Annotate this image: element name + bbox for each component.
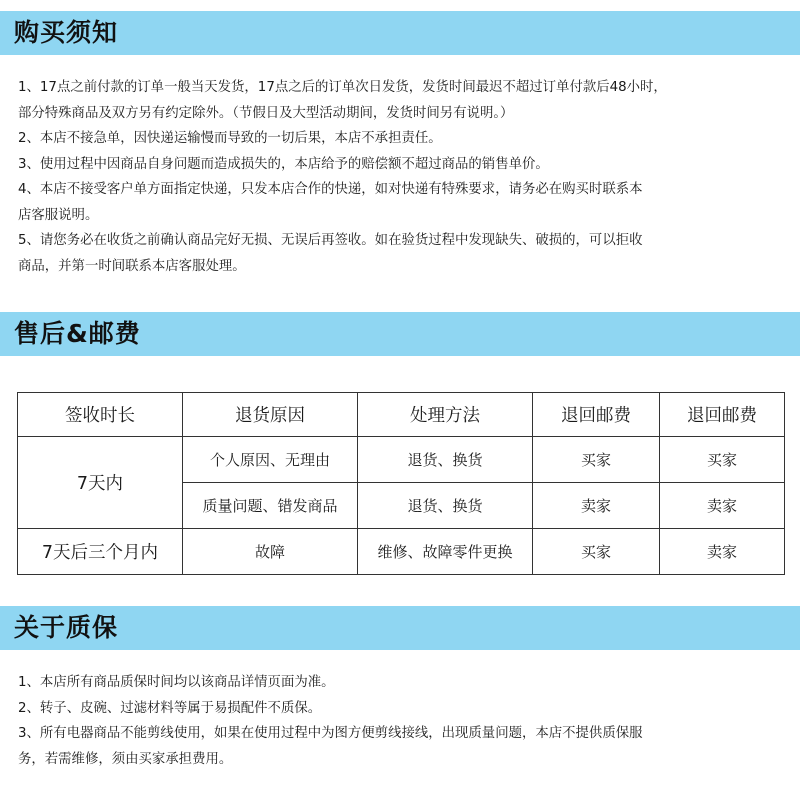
method-cell: 退货、换货 xyxy=(358,483,533,529)
header-return-reason: 退货原因 xyxy=(183,393,358,437)
purchase-line: 部分特殊商品及双方另有约定除外。（节假日及大型活动期间，发货时间另有说明。） xyxy=(18,105,514,121)
purchase-line: 2、本店不接急单，因快递运输慢而导致的一切后果，本店不承担责任。 xyxy=(18,131,442,146)
purchase-line: 4、本店不接受客户单方面指定快递，只发本店合作的快递，如对快递有特殊要求，请务必在购买时联系本 xyxy=(18,182,643,197)
fee-cell: 卖家 xyxy=(660,483,785,529)
fee-cell: 买家 xyxy=(660,437,785,483)
purchase-line: 1、17点之前付款的订单一般当天发货，17点之后的订单次日发货，发货时间最迟不超过订单付款后48小时， xyxy=(18,80,667,95)
purchase-line: 店客服说明。 xyxy=(18,207,99,223)
warranty-text xyxy=(18,670,788,772)
reason-cell: 故障 xyxy=(183,529,358,575)
method-cell: 退货、换货 xyxy=(358,437,533,483)
method-cell: 维修、故障零件更换 xyxy=(358,529,533,575)
purchase-line: 3、使用过程中因商品自身问题而造成损失的，本店给予的赔偿额不超过商品的销售单价。 xyxy=(18,156,549,172)
table-row xyxy=(18,437,785,483)
table-row xyxy=(18,529,785,575)
header-return-fee: 退回邮费 xyxy=(660,393,785,437)
header-handling: 处理方法 xyxy=(358,393,533,437)
warranty-line: 务，若需维修，须由买家承担费用。 xyxy=(18,751,233,767)
header-sign-period: 签收时长 xyxy=(18,393,183,437)
warranty-line: 2、转子、皮碗、过滤材料等属于易损配件不质保。 xyxy=(18,700,322,716)
purchase-line: 5、请您务必在收货之前确认商品完好无损、无误后再签收。如在验货过程中发现缺失、破损的，可以拒收 xyxy=(18,233,643,248)
fee-cell: 买家 xyxy=(533,529,660,575)
reason-cell: 个人原因、无理由 xyxy=(183,437,358,483)
period-cell: 7天后三个月内 xyxy=(18,529,183,575)
after-sales-title: 售后&邮费 xyxy=(0,312,800,356)
purchase-notice-title: 购买须知 xyxy=(0,11,800,55)
fee-cell: 卖家 xyxy=(533,483,660,529)
purchase-notice-text xyxy=(18,75,788,279)
table-header-row xyxy=(18,393,785,437)
reason-cell: 质量问题、错发商品 xyxy=(183,483,358,529)
fee-cell: 买家 xyxy=(533,437,660,483)
warranty-title: 关于质保 xyxy=(0,606,800,650)
fee-cell: 卖家 xyxy=(660,529,785,575)
purchase-line: 商品，并第一时间联系本店客服处理。 xyxy=(18,258,246,274)
warranty-line: 1、本店所有商品质保时间均以该商品详情页面为准。 xyxy=(18,675,335,690)
period-cell: 7天内 xyxy=(18,437,183,529)
warranty-line: 3、所有电器商品不能剪线使用，如果在使用过程中为图方便剪线接线，出现质量问题，本店不提供质保服 xyxy=(18,726,643,741)
after-sales-table xyxy=(17,392,785,575)
header-return-fee: 退回邮费 xyxy=(533,393,660,437)
